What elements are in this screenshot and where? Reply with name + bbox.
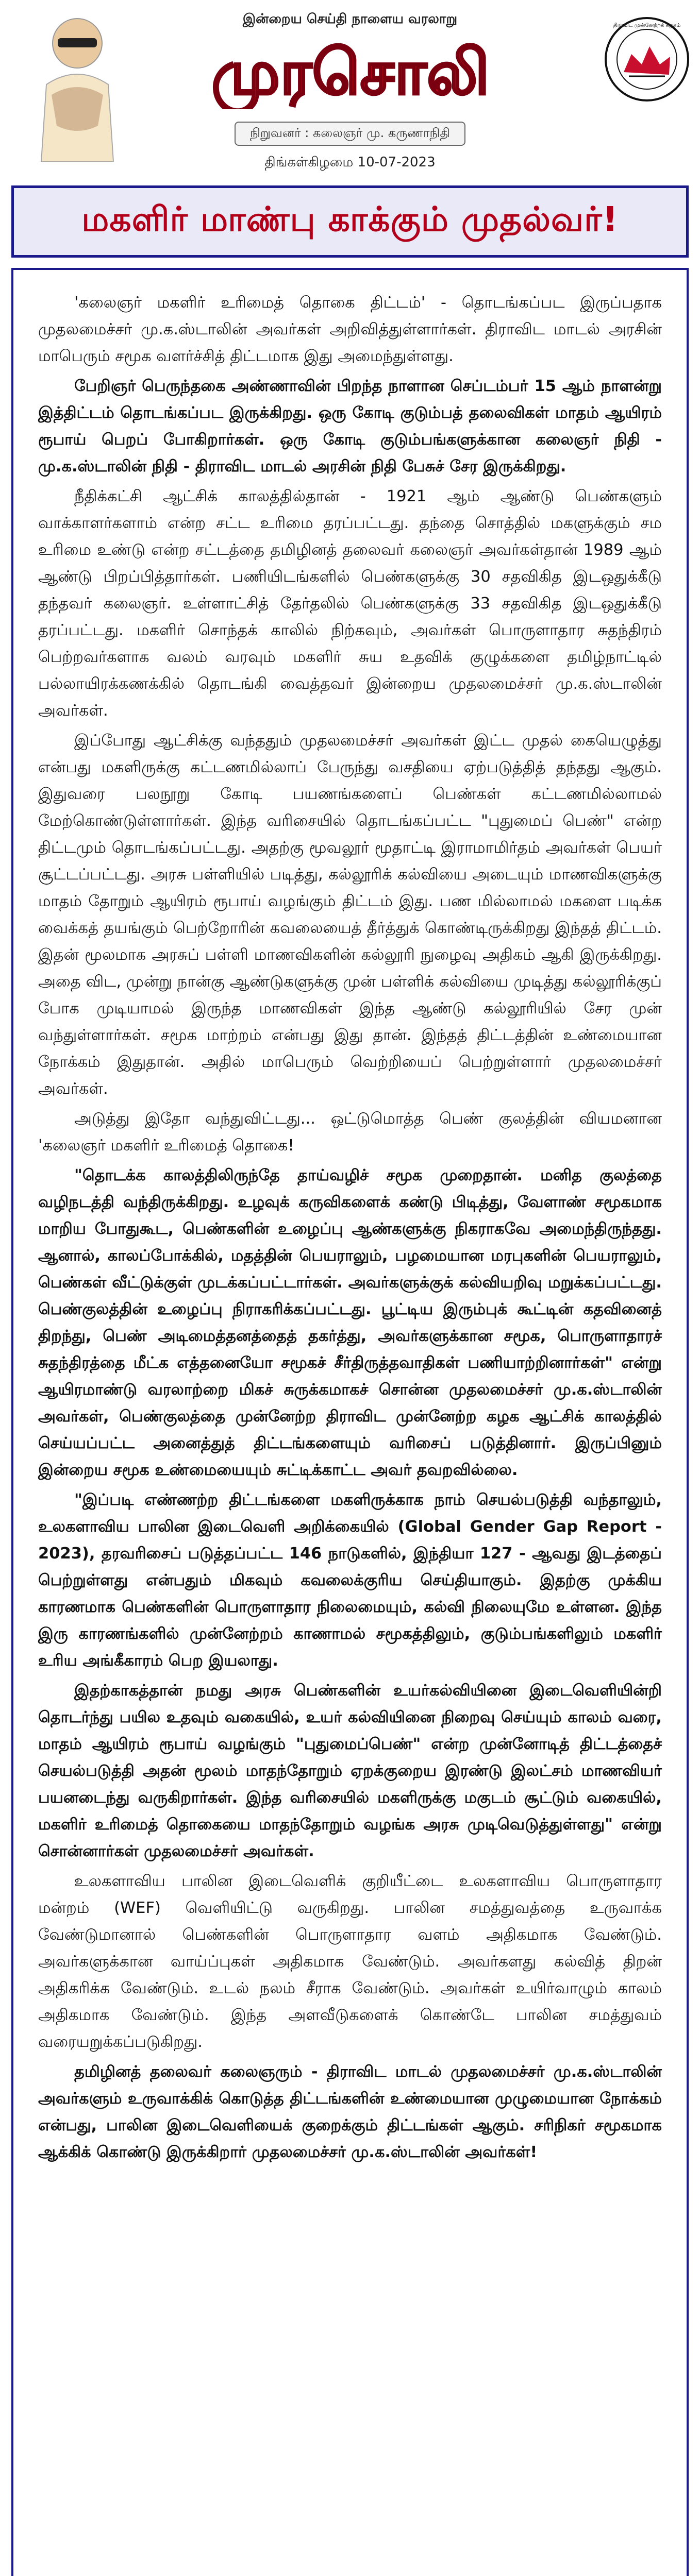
- headline: மகளிர் மாண்பு காக்கும் முதல்வர்!: [81, 199, 619, 239]
- article-paragraph: அடுத்து இதோ வந்துவிட்டது... ஒட்டுமொத்த பெண் குலத்தின் வியமனான 'கலைஞர் மகளிர் உரிமைத் தொகை!: [38, 1110, 662, 1155]
- article-paragraph: 'கலைஞர் மகளிர் உரிமைத் தொகை திட்டம்' - தொடங்கப்பட இருப்பதாக முதலமைச்சர் மு.க.ஸ்டாலின் அவர்கள் அறிவித்துள்ளார்கள். திராவிட மாடல் அரசின் மாபெரும் சமூக வளர்ச்சித் திட்டமாக இது அமைந்துள்ளது.: [38, 294, 662, 365]
- article-paragraph: உலகளாவிய பாலின இடைவெளிக் குறியீட்டை உலகளாவிய பொருளாதார மன்றம் (WEF) வெளியிட்டு வருகிறது. பாலின சமத்துவத்தை உருவாக்க வேண்டுமானால் பெண்களின் பொருளாதார வளம் அதிகமாக வேண்டும். அவர்களுக்கான வாய்ப்புகள் அதிகமாக வேண்டும். அவர்களது கல்வித் திறன் அதிகரிக்க வேண்டும். உடல் நலம் சீராக வேண்டும். அவர்கள் உயிர்வாழும் காலம் அதிகமாக வேண்டும். இந்த அளவீடுகளைக் கொண்டே பாலின சமத்துவம் வரையறுக்கப்படுகிறது.: [38, 1872, 662, 2051]
- article-paragraph: நீதிக்கட்சி ஆட்சிக் காலத்தில்தான் - 1921 ஆம் ஆண்டு பெண்களும் வாக்காளர்களாம் என்ற சட்ட உரிமை தரப்பட்டது. தந்தை சொத்தில் மகளுக்கும் சம உரிமை உண்டு என்ற சட்டத்தை தமிழினத் தலைவர் கலைஞர் அவர்கள்தான் 1989 ஆம் ஆண்டு பிறப்பித்தார்கள். பணியிடங்களில் பெண்களுக்கு 30 சதவிகித இடஒதுக்கீடு தந்தவர் கலைஞர். உள்ளாட்சித் தேர்தலில் பெண்களுக்கு 33 சதவிகித இடஒதுக்கீடு தரப்பட்டது. மகளிர் சொந்தக் காலில் நிற்கவும், அவர்கள் பொருளாதார சுதந்திரம் பெற்றவர்களாக வலம் வரவும் மகளிர் சுய உதவிக் குழுக்களை தமிழ்நாட்டில் பல்லாயிரக்கணக்கில் தொடங்கி வைத்தவர் இன்றைய முதலமைச்சர் மு.க.ஸ்டாலின் அவர்கள்.: [38, 487, 662, 720]
- article-paragraph: தமிழினத் தலைவர் கலைஞரும் - திராவிட மாடல் முதலமைச்சர் மு.க.ஸ்டாலின் அவர்களும் உருவாக்கிக் கொடுத்த திட்டங்களின் உண்மையான முழுமையான நோக்கம் என்பது, பாலின இடைவெளியைக் குறைக்கும் திட்டங்கள் ஆகும். சரிநிகர் சமூகமாக ஆக்கிக் கொண்டு இருக்கிறார் முதலமைச்சர் மு.க.ஸ்டாலின் அவர்கள்!: [38, 2063, 662, 2161]
- article-paragraph: இப்போது ஆட்சிக்கு வந்ததும் முதலமைச்சர் அவர்கள் இட்ட முதல் கையெழுத்து என்பது மகளிருக்கு கட்டணமில்லாப் பேருந்து வசதியை ஏற்படுத்தித் தந்தது ஆகும். இதுவரை பலநூறு கோடி பயணங்களைப் பெண்கள் கட்டணமில்லாமல் மேற்கொண்டுள்ளார்கள். இந்த வரிசையில் தொடங்கப்பட்ட "புதுமைப் பெண்" என்ற திட்டமும் தொடங்கப்பட்டது. அதற்கு மூவலூர் மூதாட்டி இராமாமிர்தம் அவர்கள் பெயர் சூட்டப்பட்டது. அரசு பள்ளியில் படித்து, கல்லூரிக் கல்வியை அடையும் மாணவிகளுக்கு மாதம் தோறும் ஆயிரம் ரூபாய் வழங்கும் திட்டம் இது. பண மில்லாமல் மகளை படிக்க வைக்கத் தயங்கும் பெற்றோரின் கவலையைத் தீர்த்துக் கொண்டிருக்கிறது இந்தத் திட்டம். இதன் மூலமாக அரசுப் பள்ளி மாணவிகளின் கல்லூரி நுழைவு அதிகம் ஆகி இருக்கிறது. அதை விட, முன்று நான்கு ஆண்டுகளுக்கு முன் பள்ளிக் கல்வியை முடித்து கல்லூரிக்குப் போக முடியாமல் இருந்த மாணவிகள் இந்த ஆண்டு கல்லூரியில் சேர முன் வந்துள்ளார்கள். சமூக மாற்றம் என்பது இது தான். இந்தத் திட்டத்தின் உண்மையான நோக்கம் இதுதான். அதில் மாபெரும் வெற்றியைப் பெற்றுள்ளார் முதலமைச்சர் அவர்கள்.: [38, 732, 662, 1098]
- dmk-emblem-icon: [603, 15, 691, 103]
- article-paragraph: இதற்காகத்தான் நமது அரசு பெண்களின் உயர்கல்வியினை இடைவெளியின்றி தொடர்ந்து பயில உதவும் வகையில், உயர் கல்வியினை நிறைவு செய்யும் காலம் வரை, மாதம் ஆயிரம் ரூபாய் வழங்கும் "புதுமைப்பெண்" என்ற முன்னோடித் திட்டத்தைச் செயல்படுத்தி அதன் மூலம் மாதந்தோறும் ஏறக்குறைய இரண்டு இலட்சம் மாணவியர் பயனடைந்து வருகிறார்கள். இந்த வரிசையில் மகளிருக்கு மகுடம் சூட்டும் வகையில், மகளிர் உரிமைத் தொகையை மாதந்தோறும் வழங்க அரசு முடிவெடுத்துள்ளது" என்று சொன்னார்கள் முதலமைச்சர் அவர்கள்.: [38, 1682, 662, 1860]
- murasoli-logo: [170, 32, 531, 109]
- article-paragraph: "தொடக்க காலத்திலிருந்தே தாய்வழிச் சமூக முறைதான். மனித குலத்தை வழிநடத்தி வந்திருக்கிறது. உழவுக் கருவிகளைக் கண்டு பிடித்து, வேளாண் சமூகமாக மாறிய போதுகூட, பெண்களின் உழைப்பு ஆண்களுக்கு நிகராகவே அமைந்திருந்தது. ஆனால், காலப்போக்கில், மதத்தின் பெயராலும், பழமையான மரபுகளின் பெயராலும், பெண்கள் வீட்டுக்குள் முடக்கப்பட்டார்கள். அவர்களுக்குக் கல்வியறிவு மறுக்கப்பட்டது. பெண்குலத்தின் உழைப்பு நிராகரிக்கப்பட்டது. பூட்டிய இரும்புக் கூட்டின் கதவினைத் திறந்து, பெண் அடிமைத்தனத்தைத் தகர்த்து, அவர்களுக்கான சமூக, பொருளாதாரச் சுதந்திரத்தை மீட்க எத்தனையோ சமூகச் சீர்திருத்தவாதிகள் பணியாற்றினார்கள்" என்று ஆயிரமாண்டு வரலாற்றை மிகச் சுருக்கமாகச் சொன்ன முதலமைச்சர் மு.க.ஸ்டாலின் அவர்கள், பெண்குலத்தை முன்னேற்ற திராவிட முன்னேற்ற கழக ஆட்சிக் காலத்தில் செய்யப்பட்ட அனைத்துத் திட்டங்களையும் வரிசைப் படுத்தினார். இருப்பினும் இன்றைய சமூக உண்மையையும் சுட்டிக்காட்ட அவர் தவறவில்லை.: [38, 1166, 662, 1479]
- article-paragraph: பேறிஞர் பெருந்தகை அண்ணாவின் பிறந்த நாளான செப்டம்பர் 15 ஆம் நாளன்று இத்திட்டம் தொடங்கப்பட இருக்கிறது. ஒரு கோடி குடும்பத் தலைவிகள் மாதம் ஆயிரம் ரூபாய் பெறப் போகிறார்கள். ஒரு கோடி குடும்பங்களுக்கான கலைஞர் நிதி - மு.க.ஸ்டாலின் நிதி - திராவிட மாடல் அரசின் நிதி பேசுச் சேர இருக்கிறது.: [38, 377, 662, 476]
- article-paragraph: "இப்படி எண்ணற்ற திட்டங்களை மகளிருக்காக நாம் செயல்படுத்தி வந்தாலும், உலகளாவிய பாலின இடைவெளி அறிக்கையில் (Global Gender Gap Report - 2023), தரவரிசைப் படுத்தப்பட்ட 146 நாடுகளில், இந்தியா 127 - ஆவது இடத்தைப் பெற்றுள்ளது என்பதும் மிகவும் கவலைக்குரிய செய்தியாகும். இதற்கு முக்கிய காரணமாக பெண்களின் பொருளாதார நிலைமையும், கல்வி நிலையுமே உள்ளன. இந்த இரு காரணங்களில் முன்னேற்றம் காணாமல் சமூகத்திலும், குடும்பங்களிலும் மகளிர் உரிய அங்கீகாரம் பெற இயலாது.: [38, 1491, 662, 1670]
- article-body: [11, 268, 689, 2576]
- dateline: திங்கள்கிழமை 10-07-2023: [264, 155, 436, 170]
- tagline: இன்றைய செய்தி நாளைய வரலாறு: [242, 11, 458, 27]
- founder-line: [0, 122, 700, 146]
- emblem-text: திராவிட முன்னேற்றக் கழகம்: [613, 23, 681, 28]
- logo-title-text: முரசொலி: [211, 37, 490, 109]
- masthead: [0, 0, 700, 170]
- founder-label: நிறுவனர் : கலைஞர் மு. கருணாநிதி: [235, 122, 465, 146]
- headline-box: [11, 185, 689, 258]
